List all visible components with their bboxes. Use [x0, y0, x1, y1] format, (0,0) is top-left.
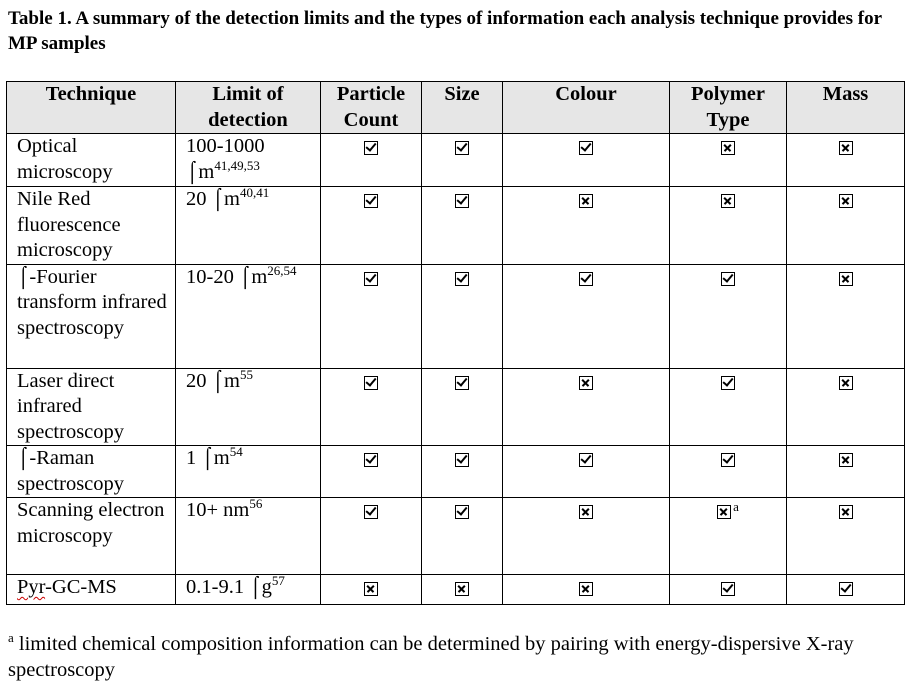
summary-table [6, 81, 905, 605]
checked-box-icon [839, 582, 853, 596]
size-cell [422, 498, 503, 575]
polymer-type-cell [670, 446, 787, 498]
table-caption: Table 1. A summary of the detection limits and the types of information each analysis technique provides for MP samples [8, 8, 882, 54]
size-cell [422, 264, 503, 368]
header-particle-count: Particle Count [321, 82, 422, 134]
limit-value: 10+ nm [186, 499, 250, 521]
limit-value: 20 ⌠m [186, 369, 240, 392]
colour-cell [503, 498, 670, 575]
checked-box-icon [455, 376, 469, 390]
crossed-box-icon [839, 141, 853, 155]
technique-cell: Optical microscopy [7, 134, 176, 187]
limit-cell [176, 575, 321, 605]
polymer-type-cell [670, 187, 787, 265]
crossed-box-icon [717, 505, 731, 519]
technique-cell: ⌠-Fourier transform infrared spectroscopy [7, 264, 176, 368]
checked-box-icon [455, 453, 469, 467]
polymer-type-cell [670, 368, 787, 446]
limit-value: 20 ⌠m [186, 188, 240, 210]
particle-count-cell [321, 187, 422, 265]
table-row [7, 498, 905, 575]
crossed-box-icon [839, 453, 853, 467]
mass-cell [787, 264, 905, 368]
footnote-text: limited chemical composition information can be determined by pairing with energy-dispersive X-ray spectroscopy [8, 633, 854, 681]
colour-cell [503, 187, 670, 265]
table-row [7, 368, 905, 446]
checked-box-icon [721, 453, 735, 467]
mass-cell [787, 134, 905, 187]
checked-box-icon [364, 376, 378, 390]
crossed-box-icon [721, 194, 735, 208]
checked-box-icon [579, 272, 593, 286]
footnote [8, 631, 888, 683]
header-polymer-type: Polymer Type [670, 82, 787, 134]
limit-reference: 57 [271, 573, 285, 589]
crossed-box-icon [579, 505, 593, 519]
particle-count-cell [321, 368, 422, 446]
technique-cell [7, 575, 176, 605]
crossed-box-icon [839, 194, 853, 208]
mass-cell [787, 446, 905, 498]
checked-box-icon [455, 141, 469, 155]
crossed-box-icon [455, 582, 469, 596]
limit-reference: 40,41 [239, 185, 270, 201]
limit-reference: 56 [249, 496, 263, 512]
checked-box-icon [364, 453, 378, 467]
limit-reference: 26,54 [267, 262, 297, 278]
checked-box-icon [579, 453, 593, 467]
limit-cell [176, 134, 321, 187]
checked-box-icon [364, 505, 378, 519]
size-cell [422, 368, 503, 446]
mass-cell [787, 187, 905, 265]
colour-cell [503, 134, 670, 187]
limit-reference: 41,49,53 [214, 157, 260, 173]
size-cell [422, 187, 503, 265]
technique-cell: Nile Red fluorescence microscopy [7, 187, 176, 265]
crossed-box-icon [364, 582, 378, 596]
size-cell [422, 134, 503, 187]
colour-cell [503, 368, 670, 446]
polymer-type-cell [670, 264, 787, 368]
checked-box-icon [721, 376, 735, 390]
table-row [7, 446, 905, 498]
checked-box-icon [455, 505, 469, 519]
technique-cell: ⌠-Raman spectroscopy [7, 446, 176, 498]
header-limit-of-detection: Limit of detection [176, 82, 321, 134]
checked-box-icon [455, 194, 469, 208]
table-row [7, 187, 905, 265]
footnote-marker: a [8, 630, 14, 646]
particle-count-cell [321, 575, 422, 605]
particle-count-cell [321, 446, 422, 498]
polymer-type-cell [670, 498, 787, 575]
technique-pyr: Pyr [17, 576, 46, 598]
colour-cell [503, 446, 670, 498]
limit-cell [176, 368, 321, 446]
limit-reference: 55 [239, 366, 253, 382]
limit-cell [176, 264, 321, 368]
limit-value: 10-20 ⌠m [186, 265, 268, 288]
crossed-box-icon [579, 376, 593, 390]
polymer-type-cell [670, 575, 787, 605]
header-colour: Colour [503, 82, 670, 134]
table-row [7, 134, 905, 187]
limit-reference: 54 [229, 444, 243, 460]
checked-box-icon [721, 582, 735, 596]
crossed-box-icon [839, 376, 853, 390]
limit-cell [176, 498, 321, 575]
checked-box-icon [364, 194, 378, 208]
particle-count-cell [321, 134, 422, 187]
mass-cell [787, 498, 905, 575]
crossed-box-icon [579, 194, 593, 208]
header-mass: Mass [787, 82, 905, 134]
technique-rest: -GC-MS [45, 576, 117, 598]
limit-value: 100-1000 ⌠m [186, 135, 265, 183]
colour-cell [503, 264, 670, 368]
limit-cell [176, 446, 321, 498]
mass-cell [787, 368, 905, 446]
polymer-footnote-marker: a [733, 499, 739, 515]
mass-cell [787, 575, 905, 605]
polymer-type-cell [670, 134, 787, 187]
checked-box-icon [455, 272, 469, 286]
checked-box-icon [364, 141, 378, 155]
colour-cell [503, 575, 670, 605]
size-cell [422, 575, 503, 605]
checked-box-icon [579, 141, 593, 155]
size-cell [422, 446, 503, 498]
limit-cell [176, 187, 321, 265]
table-row [7, 264, 905, 368]
header-size: Size [422, 82, 503, 134]
particle-count-cell [321, 264, 422, 368]
header-row [7, 82, 905, 134]
crossed-box-icon [839, 272, 853, 286]
table-row [7, 575, 905, 605]
limit-value: 1 ⌠m [186, 447, 230, 469]
limit-value: 0.1-9.1 ⌠g [186, 576, 272, 598]
technique-cell: Laser direct infrared spectroscopy [7, 368, 176, 446]
crossed-box-icon [579, 582, 593, 596]
checked-box-icon [364, 272, 378, 286]
technique-cell: Scanning electron microscopy [7, 498, 176, 575]
particle-count-cell [321, 498, 422, 575]
checked-box-icon [721, 272, 735, 286]
crossed-box-icon [721, 141, 735, 155]
crossed-box-icon [839, 505, 853, 519]
header-technique: Technique [7, 82, 176, 134]
